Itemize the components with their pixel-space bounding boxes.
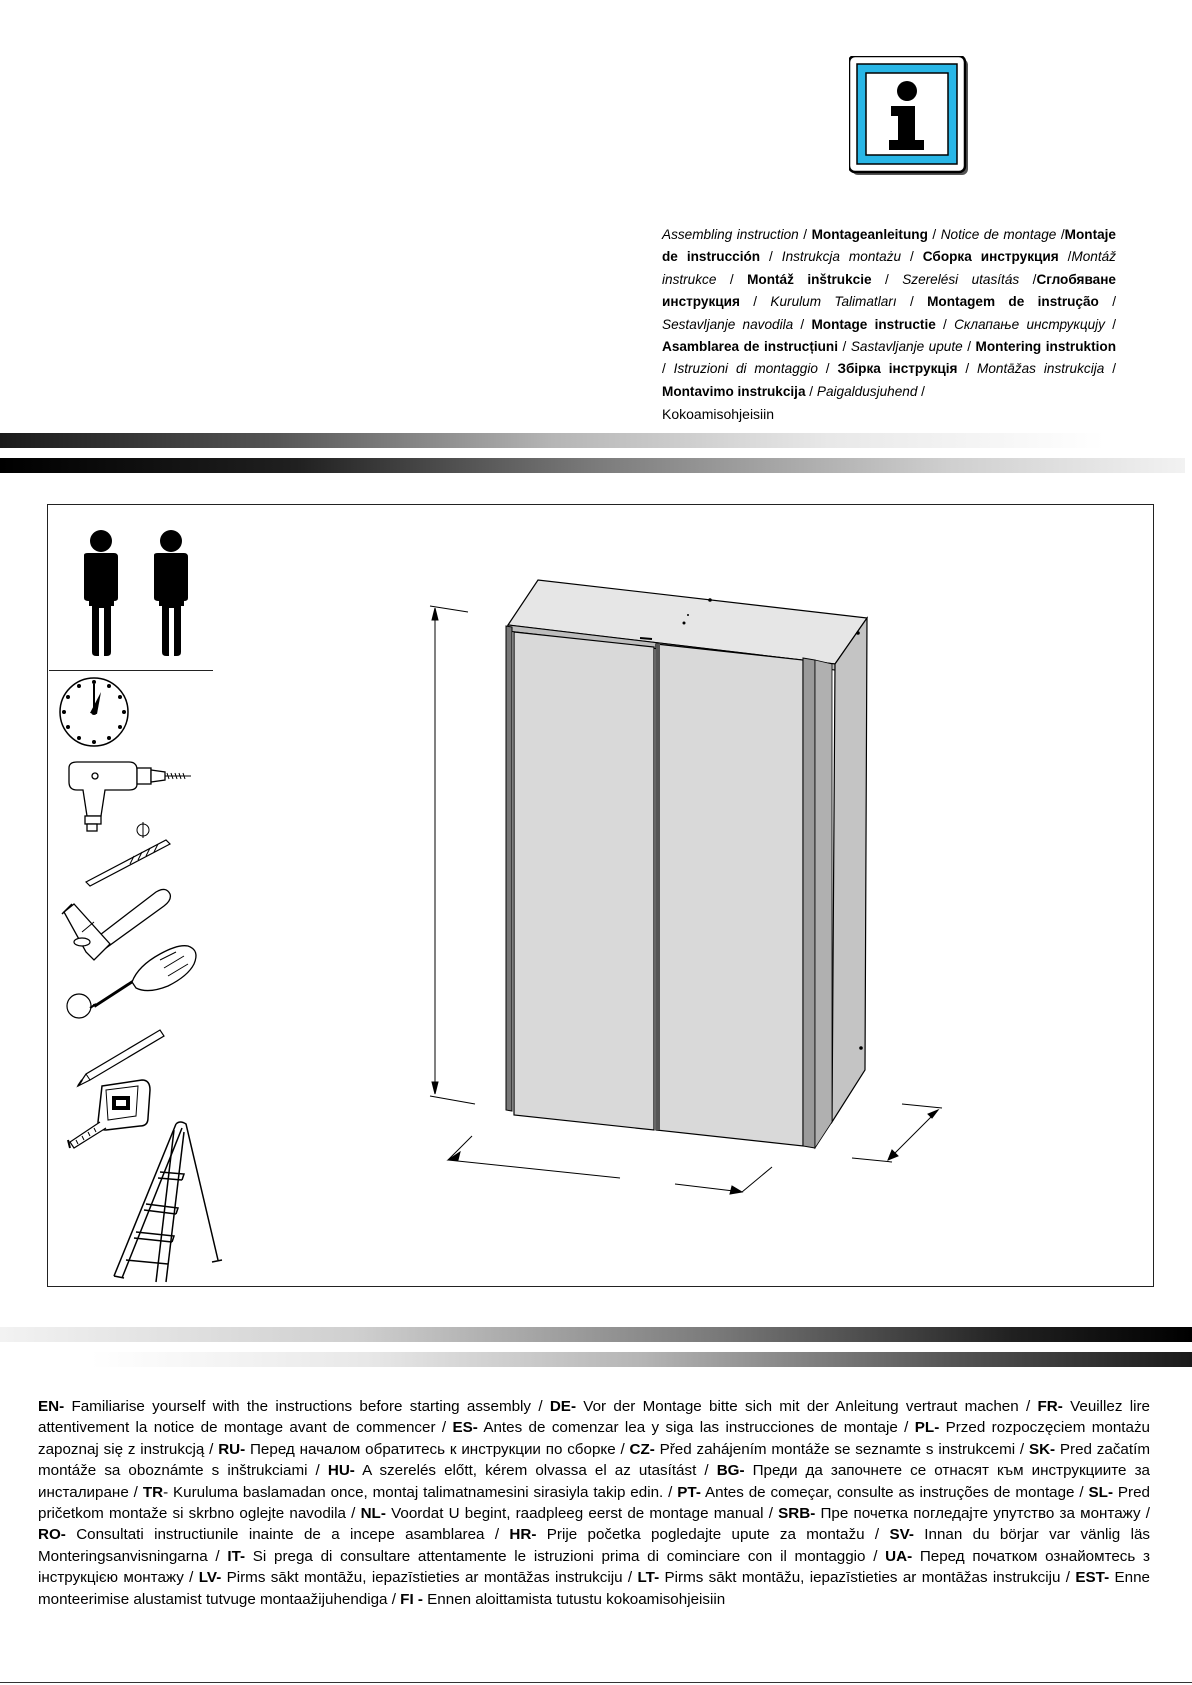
language-text: Veuillez lire attentivement la notice de montage avant de commencer /: [38, 1398, 1150, 1437]
height-dimension-line: [430, 606, 475, 1104]
language-code: UA-: [885, 1547, 913, 1565]
language-text: Voordat U begint, raadpleeg eerst de montage manual /: [385, 1505, 779, 1523]
title-item: Збірка інструкція: [837, 361, 958, 377]
title-item: Montering instruktion: [975, 339, 1116, 355]
language-text: Consultati instructiunile inainte de a incepe asamblarea /: [65, 1526, 510, 1544]
assembly-title-list: [662, 227, 1116, 399]
language-text: - Kuruluma baslamadan once, montaj talimatnamesini sirasiyla takip edin. /: [163, 1483, 678, 1501]
title-last-line: Kokoamisohjeisiin: [662, 406, 775, 423]
language-code: CZ-: [629, 1440, 655, 1458]
title-item: Montaje de instrucción: [662, 227, 1116, 265]
language-text: Vor der Montage bitte sich mit der Anleitung vertraut machen /: [576, 1398, 1038, 1415]
title-item: Montage instructie: [811, 316, 936, 332]
title-separator: /: [871, 271, 903, 287]
language-text: Преди да започнете се отнасят към инструкциите за инсталиране /: [38, 1462, 1150, 1501]
language-code: NL-: [360, 1505, 386, 1523]
wardrobe-drawing: [420, 570, 960, 1210]
language-text: Перед началом обратитесь к инструкции по сборке /: [245, 1440, 630, 1458]
title-separator: /: [927, 227, 941, 242]
screwdriver-icon: [64, 942, 208, 1022]
language-code: TR: [142, 1483, 164, 1501]
title-item: Instrukcja montażu: [781, 249, 902, 265]
language-text: Pred pričetkom montaže si skrbno oglejte navodila /: [38, 1483, 1151, 1523]
title-separator: /: [901, 249, 923, 265]
title-item: Montáž inštrukcie: [747, 271, 872, 287]
language-code: PL-: [914, 1419, 940, 1437]
title-separator: /: [739, 294, 771, 310]
title-separator: /: [935, 316, 955, 332]
title-item: Сглобяване инструкция: [662, 271, 1116, 310]
language-text: Przed rozpoczęciem montażu zapoznaj się z instrukcją /: [38, 1419, 1150, 1458]
title-separator: /: [817, 361, 838, 377]
title-separator: /: [957, 361, 978, 377]
title-separator: /: [1104, 361, 1116, 377]
title-item: Istruzioni di montaggio: [673, 361, 818, 377]
language-code: SRB-: [778, 1505, 816, 1523]
title-item: Asamblarea de instrucțiuni: [662, 339, 839, 355]
language-text: Familiarise yourself with the instructions before starting assembly /: [64, 1398, 550, 1415]
cabinet-left-door: [514, 632, 654, 1130]
cabinet-right-door: [656, 644, 803, 1146]
language-text: Antes de começar, consulte as instruções de montage /: [700, 1483, 1089, 1501]
title-block: [662, 224, 1116, 426]
title-separator: /: [917, 383, 925, 399]
gradient-bar-bottom-1: [0, 1327, 1192, 1342]
language-text: Si prega di consultare attentamente le istruzioni prima di cominciare con il montaggio /: [245, 1547, 886, 1565]
title-item: Kurulum Talimatları: [770, 294, 897, 310]
title-item: Montāžas instrukcija: [977, 361, 1105, 377]
language-text: Ennen aloittamista tutustu kokoamisohjeisiin: [422, 1590, 726, 1608]
drill-bit-icon: [82, 822, 174, 888]
title-item: Assembling instruction: [662, 227, 799, 242]
language-code: BG-: [716, 1462, 745, 1480]
language-code: PT-: [677, 1483, 701, 1501]
language-text: Pirms sākt montāžu, iepazīstieties ar montāžas instrukciju /: [659, 1569, 1076, 1587]
language-code: EST-: [1075, 1569, 1110, 1587]
info-icon: [849, 56, 973, 180]
language-text: Pred začatím montáže sa oboznámte s inštrukciami /: [38, 1440, 1150, 1480]
language-text: A szerelés előtt, kérem olvassa el az utasítást /: [354, 1462, 717, 1480]
gradient-bar-top-1: [0, 433, 1105, 448]
ladder-icon: [110, 1120, 226, 1286]
language-code: EN-: [38, 1398, 65, 1415]
title-separator: /: [1019, 271, 1037, 287]
title-item: Montageanleitung: [811, 227, 928, 242]
clock-icon: [57, 675, 131, 749]
language-code: IT-: [227, 1547, 246, 1565]
title-separator: /: [896, 294, 928, 310]
title-item: Сборка инструкция: [922, 249, 1059, 265]
language-code: RO-: [38, 1526, 66, 1544]
title-separator: /: [1056, 227, 1065, 242]
title-item: Sestavljanje navodila: [662, 316, 794, 332]
bottom-rule: [0, 1682, 1192, 1683]
title-item: Szerelési utasítás: [902, 271, 1020, 287]
language-code: LT-: [637, 1569, 660, 1587]
title-item: Montáž instrukce: [662, 249, 1116, 287]
gradient-bar-top-2: [0, 458, 1185, 473]
language-code: ES-: [452, 1419, 478, 1437]
gradient-bar-bottom-2: [90, 1352, 1192, 1367]
title-item: Notice de montage: [940, 227, 1057, 242]
title-separator: /: [838, 339, 851, 355]
language-text: Před zahájením montáže se seznamte s instrukcemi /: [654, 1440, 1029, 1458]
title-item: Склапање инструкцију: [954, 316, 1105, 332]
title-separator: /: [962, 339, 976, 355]
title-separator: /: [662, 361, 674, 377]
language-code: SL-: [1088, 1483, 1114, 1501]
language-text: Innan du börjar var vänlig läs Monteringsanvisningarna /: [38, 1526, 1150, 1565]
title-separator: /: [798, 227, 812, 242]
language-text: Pirms sākt montāžu, iepazīstieties ar montāžas instrukciju /: [221, 1569, 638, 1587]
language-text: Пре почетка погледајте упутство за монтажу /: [815, 1505, 1150, 1523]
title-item: Sastavljanje upute: [850, 339, 963, 355]
title-separator: /: [1058, 249, 1072, 265]
language-code: DE-: [549, 1398, 576, 1415]
title-item: Montagem de instrução: [927, 294, 1099, 310]
language-text: Prije početka pogledajte upute za montažu /: [536, 1526, 890, 1544]
title-separator: /: [760, 249, 782, 265]
language-text: Enne monteerimise alustamist tutvuge montaažijuhendiga /: [38, 1569, 1150, 1608]
title-item: Montavimo instrukcija: [662, 383, 806, 399]
depth-dimension-line: [852, 1104, 942, 1162]
language-code: FR-: [1037, 1398, 1063, 1415]
language-text: Перед початком ознайомтесь з інструкцією монтажу /: [38, 1547, 1150, 1587]
language-text: Antes de comenzar lea y siga las instrucciones de montaje /: [477, 1419, 915, 1437]
language-code: LV-: [198, 1569, 222, 1587]
title-separator: /: [805, 383, 817, 399]
title-separator: /: [716, 271, 748, 287]
title-separator: /: [1104, 316, 1117, 332]
tools-divider: [49, 670, 213, 671]
language-code: HU-: [327, 1462, 355, 1480]
language-code: SV-: [889, 1526, 914, 1544]
title-separator: /: [793, 316, 812, 332]
width-dimension-line: [448, 1136, 772, 1194]
language-code: RU-: [218, 1440, 246, 1458]
language-code: HR-: [509, 1526, 537, 1544]
language-code: FI -: [400, 1590, 423, 1608]
language-code: SK-: [1028, 1440, 1056, 1458]
title-item: Paigaldusjuhend: [816, 383, 918, 399]
two-persons-icon: [74, 528, 200, 656]
title-separator: /: [1098, 294, 1116, 310]
multilingual-instruction-note: [38, 1396, 1150, 1610]
